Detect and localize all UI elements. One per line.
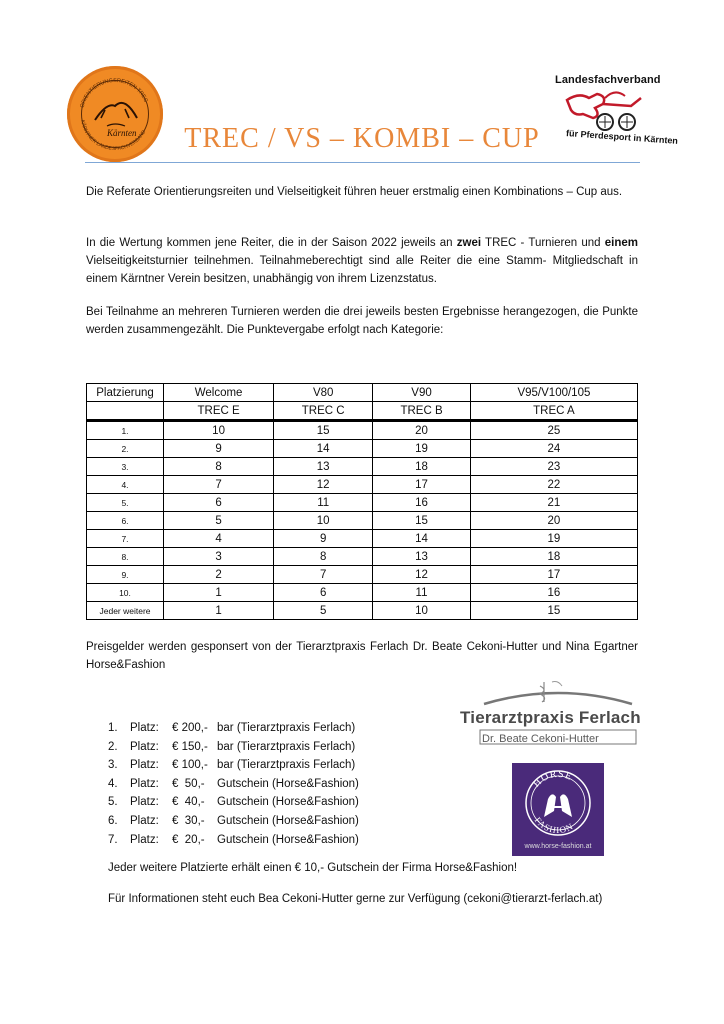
points-cell: 10 [373,602,471,620]
prize-amount: € 50,- [172,777,205,790]
table-header-cell: V90 [373,384,471,402]
table-row [87,584,638,602]
prize-item [108,793,359,812]
prize-num: 3. [108,759,118,772]
points-cell: 6 [164,494,274,512]
sponsors-paragraph: Preisgelder werden gesponsert von der Tierarztpraxis Ferlach Dr. Beate Cekoni-Hutter und Nina Egartner Horse&Fashion [86,641,638,671]
table-row [87,602,638,620]
tierarzt-subtitle: Dr. Beate Cekoni-Hutter [482,733,599,745]
prize-label: Platz: [130,814,159,827]
prize-desc: Gutschein (Horse&Fashion) [217,833,359,846]
points-cell: 16 [470,584,637,602]
page-title: TREC / VS – KOMBI – CUP [184,123,540,154]
hf-top-text: HORSE [531,768,575,790]
points-cell: 15 [470,602,637,620]
points-cell: 8 [164,458,274,476]
points-cell: 5 [164,512,274,530]
prize-desc: bar (Tierarztpraxis Ferlach) [217,722,356,734]
rank-cell: Jeder weitere [87,602,164,620]
prize-item [108,812,359,831]
points-cell: 14 [274,440,373,458]
prize-label: Platz: [130,777,159,790]
prize-desc: bar (Tierarztpraxis Ferlach) [217,759,356,772]
table-header-cell: Welcome [164,384,274,402]
title-underline [85,162,640,163]
svg-text:HORSE [531,769,574,790]
points-cell: 19 [373,440,471,458]
points-cell: 14 [373,530,471,548]
prize-num: 7. [108,833,118,846]
prize-amount: € 100,- [172,759,208,772]
table-header-cell: TREC C [274,402,373,421]
table-row [87,548,638,566]
points-cell: 7 [164,476,274,494]
table-row [87,512,638,530]
prize-item [108,719,359,738]
table-header-cell [87,402,164,421]
points-cell: 19 [470,530,637,548]
points-cell: 10 [274,512,373,530]
rank-cell: 8. [87,548,164,566]
logo-left-top-text: ORIENTIERUNGSREITEN TREC [79,77,149,109]
points-cell: 5 [274,602,373,620]
extra-prize-note: Jeder weitere Platzierte erhält einen € 10,- Gutschein der Firma Horse&Fashion! [108,862,518,874]
points-cell: 20 [373,421,471,440]
table-row [87,494,638,512]
points-cell: 16 [373,494,471,512]
intro-paragraph-1: Die Referate Orientierungsreiten und Vielseitigkeit führen heuer erstmalig einen Kombinations – Cup aus. [86,186,623,198]
federation-name: Landesfachverband [555,74,661,86]
hf-url: www.horse-fashion.at [524,843,592,850]
table-header-cell: TREC A [470,402,637,421]
points-cell: 13 [274,458,373,476]
prize-label: Platz: [130,759,159,772]
rank-cell: 7. [87,530,164,548]
points-cell: 13 [373,548,471,566]
rank-cell: 4. [87,476,164,494]
points-cell: 8 [274,548,373,566]
points-cell: 11 [274,494,373,512]
rank-cell: 5. [87,494,164,512]
points-cell: 17 [373,476,471,494]
points-cell: 25 [470,421,637,440]
prize-amount: € 40,- [172,796,205,809]
points-cell: 1 [164,602,274,620]
svg-text:FASHION [533,815,576,835]
points-cell: 18 [373,458,471,476]
prize-num: 5. [108,796,118,809]
rank-cell: 3. [87,458,164,476]
rank-cell: 10. [87,584,164,602]
prize-desc: Gutschein (Horse&Fashion) [217,777,359,790]
intro-paragraph-2: In die Wertung kommen jene Reiter, die in der Saison 2022 jeweils an zwei TREC - Turnieren und einem Vielseitigkeitsturnier teilnehmen. Teilnahmeberechtigt sind alle Reiter die eine Stamm- Mitgliedschaft in einem Kärntner Verein besitzen, unabhängig von ihrem Lizenzstatus. [86,237,638,285]
points-cell: 9 [164,440,274,458]
table-header-cell: V80 [274,384,373,402]
table-header-cell: TREC B [373,402,471,421]
points-cell: 23 [470,458,637,476]
points-cell: 17 [470,566,637,584]
svg-text:Kärnten: Kärnten [107,128,137,138]
prize-desc: Gutschein (Horse&Fashion) [217,814,359,827]
prize-label: Platz: [130,833,159,846]
points-cell: 22 [470,476,637,494]
prize-label: Platz: [130,740,159,753]
table-row [87,566,638,584]
prize-item [108,775,359,794]
federation-subtitle: für Pferdesport in Kärnten [565,128,679,146]
points-cell: 2 [164,566,274,584]
prize-num: 6. [108,814,118,827]
table-subheader-row [87,402,638,421]
points-cell: 24 [470,440,637,458]
table-header-cell: V95/V100/105 [470,384,637,402]
prize-amount: € 150,- [172,740,208,753]
prize-amount: € 20,- [172,833,205,846]
table-row [87,476,638,494]
prize-label: Platz: [130,722,159,734]
prize-amount: € 200,- [172,722,208,734]
points-cell: 6 [274,584,373,602]
intro-paragraph-3: Bei Teilnahme an mehreren Turnieren werden die drei jeweils besten Ergebnisse herangezogen, die Punkte werden zusammengezählt. Die Punktevergabe erfolgt nach Kategorie: [86,306,638,336]
contact-info: Für Informationen steht euch Bea Cekoni-Hutter gerne zur Verfügung (cekoni@tierarzt-ferlach.at) [108,893,603,905]
table-row [87,530,638,548]
tierarzt-name: Tierarztpraxis Ferlach [460,708,641,727]
rank-cell: 6. [87,512,164,530]
prize-num: 2. [108,740,118,753]
points-cell: 9 [274,530,373,548]
points-cell: 18 [470,548,637,566]
points-cell: 7 [274,566,373,584]
points-cell: 21 [470,494,637,512]
prize-item [108,831,359,850]
table-header-row [87,384,638,402]
points-cell: 4 [164,530,274,548]
points-cell: 11 [373,584,471,602]
prize-num: 4. [108,777,118,790]
points-cell: 20 [470,512,637,530]
logo-left-bottom-text: KÄRNTNER LANDESFACHVERBAND [79,119,148,153]
table-row [87,421,638,440]
svg-text:ORIENTIERUNGSREITEN TREC [80,78,149,109]
prize-desc: bar (Tierarztpraxis Ferlach) [217,740,356,753]
prize-desc: Gutschein (Horse&Fashion) [217,796,359,809]
table-row [87,458,638,476]
table-header-cell: Platzierung [87,384,164,402]
prize-item [108,756,359,775]
rank-cell: 2. [87,440,164,458]
points-cell: 15 [274,421,373,440]
points-table [86,383,638,620]
points-cell: 15 [373,512,471,530]
table-row [87,440,638,458]
rank-cell: 1. [87,421,164,440]
table-header-cell: TREC E [164,402,274,421]
points-cell: 3 [164,548,274,566]
hf-bottom-text: FASHION [532,815,576,836]
prize-num: 1. [108,722,118,734]
points-cell: 12 [373,566,471,584]
points-cell: 10 [164,421,274,440]
prize-list [108,719,359,849]
prize-item [108,738,359,757]
prize-amount: € 30,- [172,814,205,827]
points-cell: 12 [274,476,373,494]
rank-cell: 9. [87,566,164,584]
prize-label: Platz: [130,796,159,809]
points-cell: 1 [164,584,274,602]
rearing-horses-icon [512,763,604,843]
